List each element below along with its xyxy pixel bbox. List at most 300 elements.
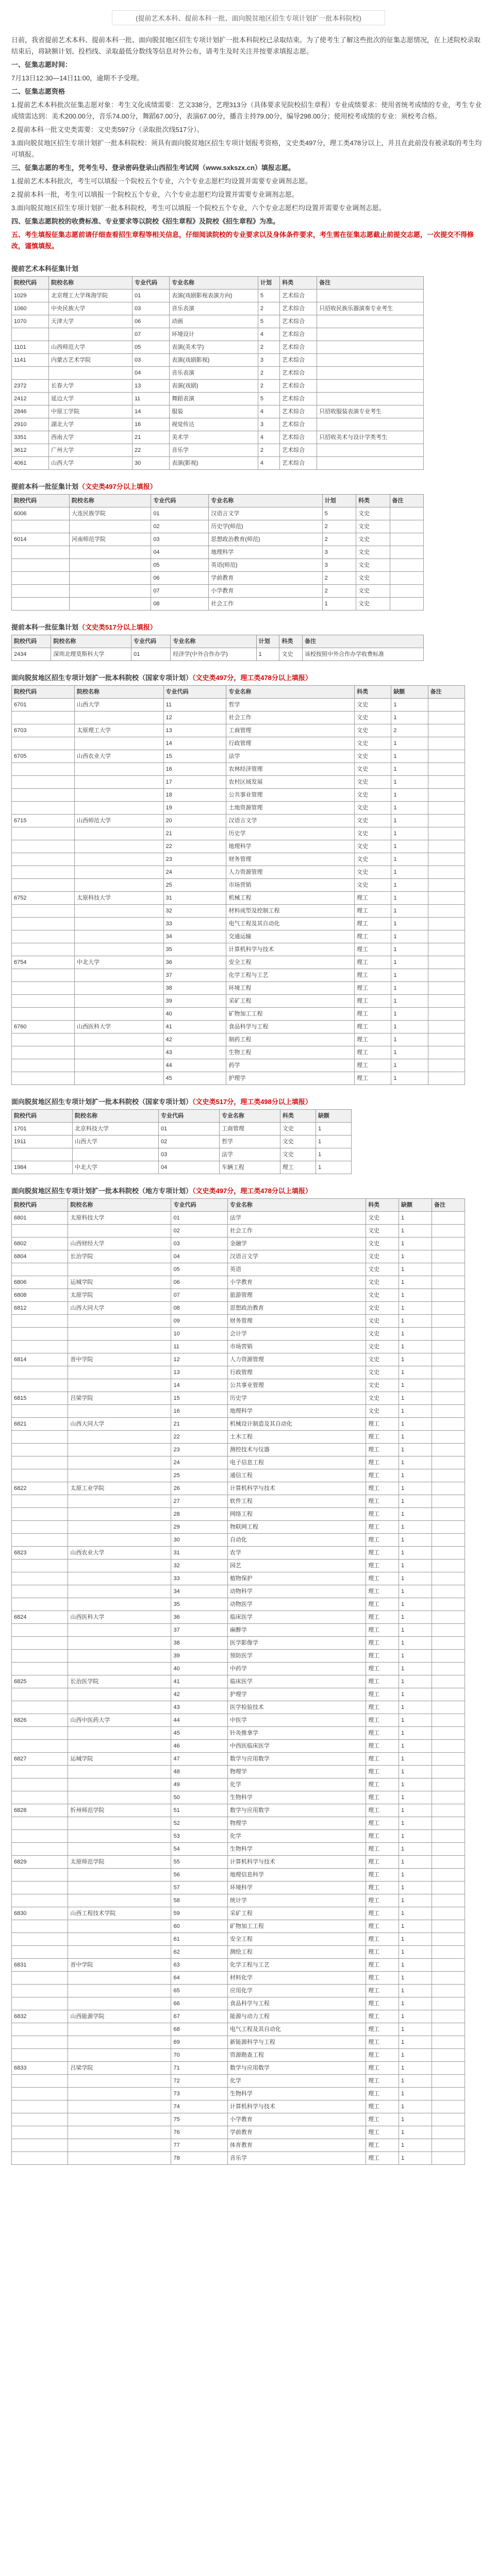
section-title <box>11 622 486 632</box>
section-title-text: 提前艺术本科征集计划 <box>11 265 79 273</box>
table-cell: 30 <box>132 457 169 470</box>
table-cell <box>68 2023 171 2036</box>
table-row <box>12 1585 465 1598</box>
table-cell: 山西财经大学 <box>68 1238 171 1250</box>
table-cell: 文史 <box>356 546 390 559</box>
table-row <box>12 776 465 789</box>
table-cell: 理工 <box>354 943 391 956</box>
table-cell: 运城学院 <box>68 1753 171 1766</box>
table-cell: 音乐学 <box>170 444 258 457</box>
intro-paragraph: 2.提前本科一批，考生可以填报一个院校五个专业，六个专业志愿栏均设置并需要专业调剂志愿。 <box>11 191 299 198</box>
table-cell: 21 <box>132 431 169 444</box>
table-cell: 药学 <box>226 1059 355 1072</box>
table-row <box>12 1753 465 1766</box>
table-row <box>12 1033 465 1046</box>
table-cell <box>12 1701 68 1714</box>
table-cell <box>12 802 75 815</box>
table-cell <box>432 1250 465 1263</box>
table-cell: 理工 <box>366 1585 399 1598</box>
table-cell: 44 <box>171 1714 227 1727</box>
table-cell: 文史 <box>280 1123 316 1136</box>
table-cell: 理工 <box>354 918 391 930</box>
table-row <box>12 840 465 853</box>
table-cell <box>68 1263 171 1276</box>
table-cell: 会计学 <box>227 1328 366 1341</box>
table-cell <box>432 2139 465 2152</box>
table-cell <box>12 1033 75 1046</box>
table-cell: 1 <box>391 866 428 879</box>
table-cell: 16 <box>163 763 226 776</box>
table-cell: 03 <box>132 354 169 367</box>
table-cell <box>68 1379 171 1392</box>
table-row <box>12 585 424 598</box>
table-cell <box>432 1804 465 1817</box>
table-cell: 运城学院 <box>68 1276 171 1289</box>
table-cell: 1101 <box>12 341 49 354</box>
table-cell: 学前教育 <box>209 572 322 585</box>
plan-table <box>11 635 424 661</box>
table-cell: 理工 <box>354 995 391 1008</box>
table-cell: 理工 <box>366 1444 399 1456</box>
table-cell: 文史 <box>366 1250 399 1263</box>
table-cell: 1 <box>399 1778 432 1791</box>
table-row <box>12 802 465 815</box>
column-header: 院校代码 <box>12 495 70 507</box>
table-cell: 1 <box>399 1225 432 1238</box>
table-row <box>12 1663 465 1675</box>
table-cell: 6715 <box>12 815 75 827</box>
table-row <box>12 457 424 470</box>
table-cell: 法学 <box>219 1148 280 1161</box>
table-cell: 1 <box>399 1328 432 1341</box>
table-cell <box>12 1456 68 1469</box>
table-cell: 历史学 <box>227 1392 366 1405</box>
page-header: (提前艺术本科、提前本科一批、面向脱贫地区招生专项计划扩一批本科院校) <box>112 10 385 25</box>
table-cell: 1 <box>399 2075 432 2088</box>
table-cell: 1 <box>399 1212 432 1225</box>
table-cell <box>74 802 163 815</box>
section-note: （文史类497分，理工类478分以上填报） <box>192 1187 312 1195</box>
table-cell: 医学检验技术 <box>227 1701 366 1714</box>
table-cell: 农村区域发展 <box>226 776 355 789</box>
table-cell: 07 <box>151 585 209 598</box>
intro-paragraph: 1.提前艺术本科批次征集志愿对象：考生文化成绩需要：艺文338分，艺理313分（具体要求见院校招生章程）专业成绩要求：使用省统考成绩的专业，考生专业成绩需达到：美术200.00分，音乐74.00分，舞蹈67.00分，表演67.00分，播音主持79.00分，编导298.00分；使用校考成绩的专业：须校考合格。 <box>11 101 482 120</box>
table-cell: 44 <box>163 1059 226 1072</box>
table-row <box>12 1161 352 1174</box>
table-cell: 6701 <box>12 699 75 711</box>
table-cell: 1 <box>399 1534 432 1547</box>
table-cell: 山西师范大学 <box>74 815 163 827</box>
table-cell: 农林经济管理 <box>226 763 355 776</box>
table-cell <box>68 2139 171 2152</box>
table-cell: 61 <box>171 1933 227 1946</box>
table-cell <box>12 1972 68 1985</box>
table-cell: 市场营销 <box>227 1341 366 1353</box>
table-cell: 1 <box>399 2023 432 2036</box>
table-cell: 1 <box>391 699 428 711</box>
table-cell: 测绘工程 <box>227 1946 366 1959</box>
sections <box>11 263 486 2165</box>
table-cell: 4 <box>258 431 279 444</box>
table-cell <box>68 2152 171 2165</box>
table-cell: 法学 <box>226 750 355 763</box>
table-cell: 36 <box>171 1611 227 1624</box>
table-row <box>12 1766 465 1778</box>
table-cell <box>12 559 70 572</box>
table-cell: 6830 <box>12 1907 68 1920</box>
table-cell: 采矿工程 <box>226 995 355 1008</box>
table-cell: 12 <box>171 1353 227 1366</box>
table-cell: 6760 <box>12 1021 75 1033</box>
table-cell: 04 <box>132 367 169 380</box>
table-cell: 66 <box>171 1997 227 2010</box>
table-cell: 英语(师范) <box>209 559 322 572</box>
table-cell <box>12 1688 68 1701</box>
table-cell: 理工 <box>366 1843 399 1856</box>
table-row <box>12 2126 465 2139</box>
table-cell: 6014 <box>12 533 70 546</box>
table-cell <box>68 1405 171 1418</box>
table-cell: 理工 <box>366 2126 399 2139</box>
section-title <box>11 1096 486 1106</box>
table-row <box>12 1894 465 1907</box>
table-cell: 金融学 <box>227 1238 366 1250</box>
table-cell: 6815 <box>12 1392 68 1405</box>
table-cell: 1 <box>399 2100 432 2113</box>
table-cell: 3 <box>258 418 279 431</box>
table-cell <box>68 1727 171 1740</box>
table-cell: 文史 <box>366 1225 399 1238</box>
table-cell: 文史 <box>366 1353 399 1366</box>
table-cell: 车辆工程 <box>219 1161 280 1174</box>
table-cell <box>74 879 163 892</box>
section-title-text: 面向脱贫地区招生专项计划扩一批本科院校（国家专项计划） <box>11 674 193 682</box>
table-cell: 文史 <box>354 711 391 724</box>
table-cell <box>432 2113 465 2126</box>
table-cell: 舞蹈表演 <box>170 393 258 405</box>
table-row <box>12 1778 465 1791</box>
column-header: 备注 <box>432 1199 465 1212</box>
table-cell <box>68 2126 171 2139</box>
table-cell: 5 <box>258 290 279 302</box>
table-cell: 网络工程 <box>227 1508 366 1521</box>
table-cell <box>68 1598 171 1611</box>
table-cell: 山西大学 <box>72 1136 158 1148</box>
table-cell <box>432 2049 465 2062</box>
table-cell <box>317 444 424 457</box>
table-cell: 理工 <box>366 1560 399 1572</box>
table-row <box>12 1328 465 1341</box>
table-cell: 21 <box>163 827 226 840</box>
table-cell <box>432 1611 465 1624</box>
table-cell: 农学 <box>227 1547 366 1560</box>
table-row <box>12 711 465 724</box>
table-cell: 1 <box>391 918 428 930</box>
table-cell: 07 <box>132 328 169 341</box>
table-cell <box>428 1059 465 1072</box>
table-cell: 理工 <box>366 1740 399 1753</box>
table-cell: 理工 <box>366 2036 399 2049</box>
table-cell <box>12 1008 75 1021</box>
column-header: 院校名称 <box>49 277 132 290</box>
table-cell <box>68 1585 171 1598</box>
table-cell: 40 <box>171 1663 227 1675</box>
table-row <box>12 572 424 585</box>
table-row <box>12 315 424 328</box>
table-cell: 33 <box>171 1572 227 1585</box>
table-row <box>12 1598 465 1611</box>
table-cell: 36 <box>163 956 226 969</box>
table-cell <box>68 1882 171 1894</box>
table-cell: 中北大学 <box>72 1161 158 1174</box>
table-cell <box>69 546 151 559</box>
table-cell <box>12 905 75 918</box>
table-cell: 59 <box>171 1907 227 1920</box>
table-cell <box>12 789 75 802</box>
table-cell: 1 <box>322 598 356 611</box>
table-cell: 理工 <box>366 1791 399 1804</box>
table-cell: 中原工学院 <box>49 405 132 418</box>
table-row <box>12 444 424 457</box>
table-cell <box>432 1495 465 1508</box>
table-cell: 3 <box>322 546 356 559</box>
table-cell: 1 <box>391 802 428 815</box>
table-cell: 山西农业大学 <box>68 1547 171 1560</box>
column-header: 院校代码 <box>12 686 75 699</box>
table-cell <box>12 367 49 380</box>
table-cell <box>68 1740 171 1753</box>
table-cell: 24 <box>171 1456 227 1469</box>
table-cell: 西南大学 <box>49 431 132 444</box>
table-cell <box>432 1663 465 1675</box>
table-cell: 文史 <box>279 648 303 661</box>
table-cell: 艺术综合 <box>280 367 317 380</box>
table-cell: 6831 <box>12 1959 68 1972</box>
table-cell <box>432 1753 465 1766</box>
table-cell: 深圳北理莫斯科大学 <box>51 648 131 661</box>
table-cell <box>12 1148 73 1161</box>
table-cell: 文史 <box>354 763 391 776</box>
table-cell: 1 <box>391 879 428 892</box>
table-cell <box>12 1521 68 1534</box>
table-cell <box>432 1560 465 1572</box>
table-cell: 文史 <box>366 1392 399 1405</box>
table-cell <box>432 1328 465 1341</box>
table-cell: 艺术综合 <box>280 341 317 354</box>
table-cell: 3612 <box>12 444 49 457</box>
table-cell <box>428 918 465 930</box>
table-row <box>12 1008 465 1021</box>
table-cell: 12 <box>163 711 226 724</box>
column-header: 缺额 <box>316 1110 351 1123</box>
table-cell <box>68 1663 171 1675</box>
table-cell: 哲学 <box>219 1136 280 1148</box>
table-cell <box>12 763 75 776</box>
table-row <box>12 2139 465 2152</box>
table-cell: 财务管理 <box>227 1315 366 1328</box>
table-cell: 植物保护 <box>227 1572 366 1585</box>
table-cell <box>12 1830 68 1843</box>
column-header: 科类 <box>366 1199 399 1212</box>
table-row <box>12 1804 465 1817</box>
table-cell: 03 <box>158 1148 219 1161</box>
table-cell: 安全工程 <box>227 1933 366 1946</box>
table-header-row <box>12 495 424 507</box>
table-cell: 1 <box>399 1869 432 1882</box>
table-cell <box>68 1560 171 1572</box>
table-cell <box>432 2010 465 2023</box>
table-cell <box>12 520 70 533</box>
table-cell: 计算机科学与技术 <box>227 1482 366 1495</box>
table-cell: 55 <box>171 1856 227 1869</box>
table-cell <box>432 2062 465 2075</box>
table-cell <box>390 507 424 520</box>
table-row <box>12 737 465 750</box>
table-cell <box>317 380 424 393</box>
table-row <box>12 1495 465 1508</box>
table-cell: 只招收服装表演专业考生 <box>317 405 424 418</box>
table-cell <box>12 1894 68 1907</box>
table-cell: 53 <box>171 1830 227 1843</box>
table-cell: 资源勘查工程 <box>227 2049 366 2062</box>
table-cell <box>68 1985 171 1997</box>
table-cell: 1 <box>399 1379 432 1392</box>
table-cell: 1 <box>316 1148 351 1161</box>
column-header: 专业名称 <box>219 1110 280 1123</box>
table-cell: 1 <box>399 1727 432 1740</box>
table-cell: 40 <box>163 1008 226 1021</box>
table-cell <box>74 930 163 943</box>
table-cell: 1 <box>391 815 428 827</box>
table-cell: 6806 <box>12 1276 68 1289</box>
table-cell: 数学与应用数学 <box>227 1753 366 1766</box>
intro-paragraph: 2.提前本科一批文史类需要：文史类597分（录取批次线517分）。 <box>11 126 204 133</box>
table-cell <box>68 1920 171 1933</box>
table-cell <box>432 2023 465 2036</box>
table-cell: 1 <box>399 1598 432 1611</box>
table-cell: 山西中医药大学 <box>68 1714 171 1727</box>
table-cell: 食品科学与工程 <box>227 1997 366 2010</box>
table-cell <box>428 750 465 763</box>
section-title <box>11 672 486 682</box>
table-cell: 13 <box>163 724 226 737</box>
table-cell <box>68 2075 171 2088</box>
table-row <box>12 969 465 982</box>
table-cell: 6801 <box>12 1212 68 1225</box>
table-cell: 1 <box>399 1315 432 1328</box>
table-cell <box>317 367 424 380</box>
table-cell <box>74 711 163 724</box>
table-cell: 艺术综合 <box>280 315 317 328</box>
table-cell <box>12 1920 68 1933</box>
table-cell: 03 <box>132 302 169 315</box>
table-cell: 28 <box>171 1508 227 1521</box>
table-cell: 1 <box>399 1560 432 1572</box>
table-cell: 1 <box>391 892 428 905</box>
table-cell: 服装 <box>170 405 258 418</box>
table-cell: 04 <box>151 546 209 559</box>
table-cell <box>432 1469 465 1482</box>
table-cell: 6812 <box>12 1302 68 1315</box>
table-row <box>12 290 424 302</box>
table-cell: 2 <box>322 585 356 598</box>
table-cell: 汉语言文学 <box>209 507 322 520</box>
table-cell <box>12 1469 68 1482</box>
table-cell <box>12 1946 68 1959</box>
table-cell: 1029 <box>12 290 49 302</box>
table-cell: 1 <box>399 1688 432 1701</box>
column-header: 科类 <box>356 495 390 507</box>
table-cell: 1 <box>391 969 428 982</box>
table-cell: 文史 <box>354 776 391 789</box>
table-cell: 理工 <box>366 1985 399 1997</box>
table-cell: 文史 <box>354 724 391 737</box>
section-title-text: 提前本科一批征集计划 <box>11 623 79 631</box>
table-cell <box>428 905 465 918</box>
table-cell: 土地资源管理 <box>226 802 355 815</box>
table-cell: 计算机科学与技术 <box>226 943 355 956</box>
table-cell <box>12 879 75 892</box>
table-cell: 市场营销 <box>226 879 355 892</box>
table-cell <box>432 1791 465 1804</box>
table-cell: 6833 <box>12 2062 68 2075</box>
table-row <box>12 418 424 431</box>
table-cell: 文史 <box>366 1276 399 1289</box>
table-cell: 1 <box>399 1972 432 1985</box>
table-cell: 太原科技大学 <box>74 892 163 905</box>
table-row <box>12 380 424 393</box>
table-cell: 6829 <box>12 1856 68 1869</box>
table-cell: 理工 <box>354 1072 391 1085</box>
table-cell <box>12 2075 68 2088</box>
section-title-text: 提前本科一批征集计划 <box>11 483 79 490</box>
table-cell: 2412 <box>12 393 49 405</box>
table-row <box>12 1315 465 1328</box>
table-cell: 2 <box>258 341 279 354</box>
table-row <box>12 546 424 559</box>
table-cell: 天津大学 <box>49 315 132 328</box>
column-header: 专业名称 <box>227 1199 366 1212</box>
table-cell: 77 <box>171 2139 227 2152</box>
table-cell <box>68 1456 171 1469</box>
table-cell: 1 <box>399 1238 432 1250</box>
table-row <box>12 1650 465 1663</box>
table-cell: 材料化学 <box>227 1972 366 1985</box>
table-cell <box>69 585 151 598</box>
table-cell: 6754 <box>12 956 75 969</box>
table-cell: 哲学 <box>226 699 355 711</box>
table-cell <box>12 1882 68 1894</box>
table-cell <box>12 2036 68 2049</box>
table-cell: 1 <box>391 750 428 763</box>
table-cell: 机械设计制造及其自动化 <box>227 1418 366 1431</box>
table-cell: 22 <box>132 444 169 457</box>
table-row <box>12 1534 465 1547</box>
table-row <box>12 1817 465 1830</box>
table-cell: 6828 <box>12 1804 68 1817</box>
table-cell: 只招收美术与设计学类考生 <box>317 431 424 444</box>
table-cell: 31 <box>163 892 226 905</box>
table-cell: 化学 <box>227 1830 366 1843</box>
table-cell <box>432 1714 465 1727</box>
column-header: 备注 <box>303 635 424 648</box>
table-cell: 大连民族学院 <box>69 507 151 520</box>
intro-paragraph: 7月13日12:30—14日11:00，逾期不予受理。 <box>11 74 144 82</box>
table-cell <box>432 1353 465 1366</box>
intro-paragraph: 1.提前艺术本科批次，考生可以填报一个院校五个专业，六个专业志愿栏均设置并需要专业调剂志愿。 <box>11 177 312 185</box>
table-cell <box>74 840 163 853</box>
table-cell: 小学教育 <box>227 1276 366 1289</box>
